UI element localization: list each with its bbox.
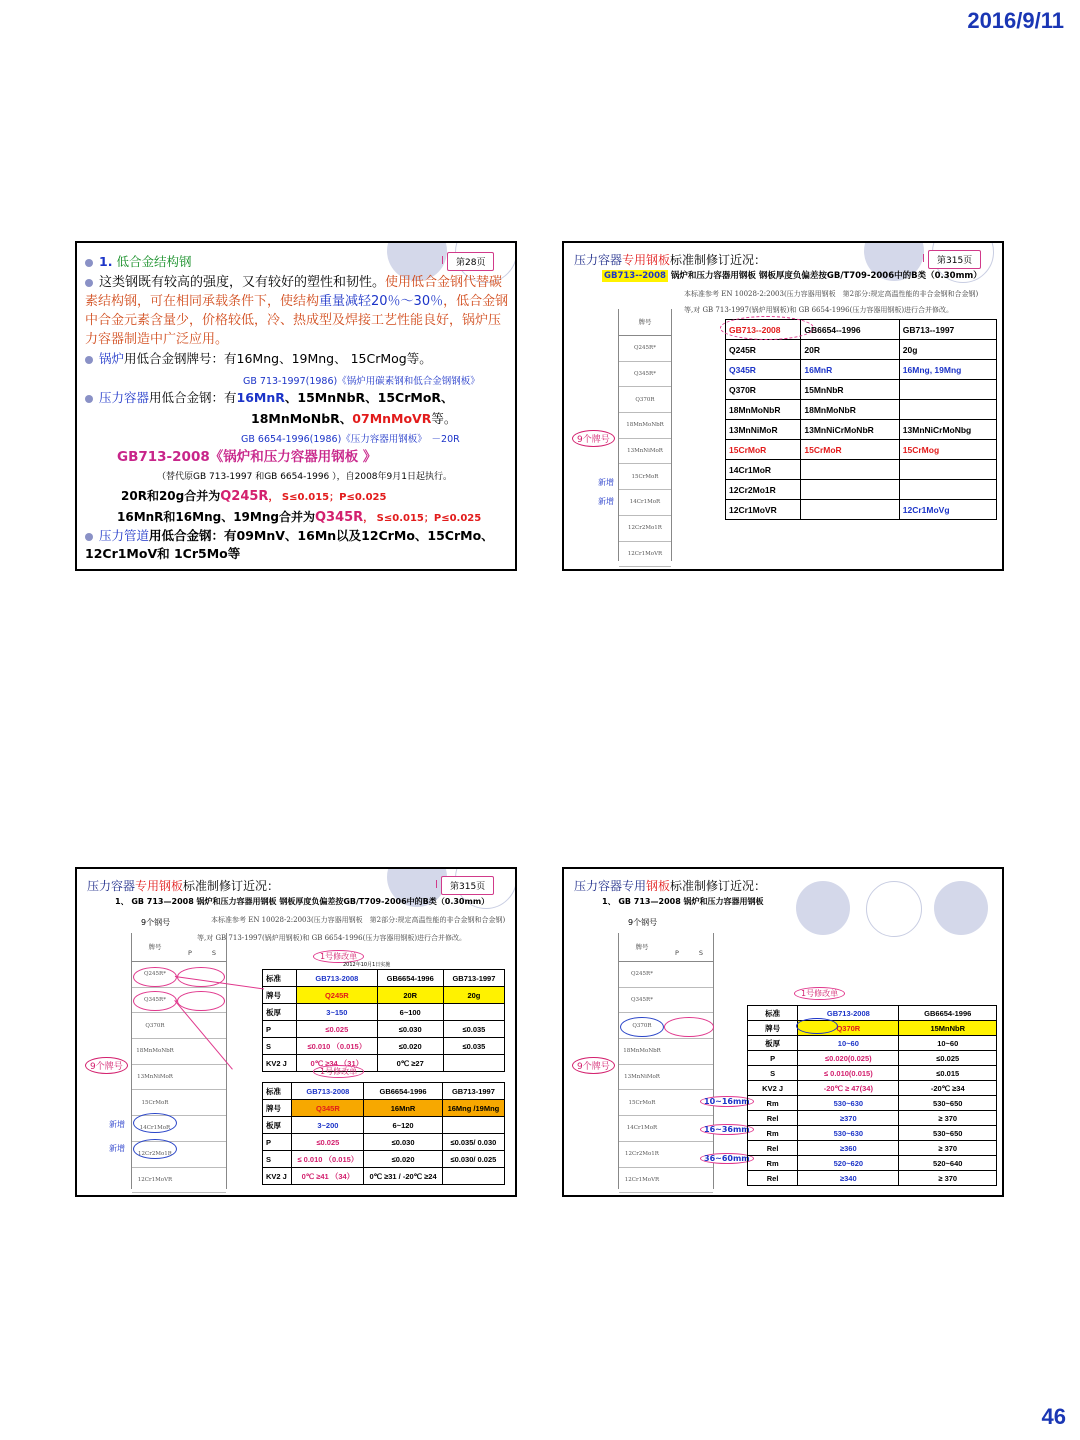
highlight-ellipse <box>796 1018 838 1034</box>
table-row <box>748 1171 997 1186</box>
table-cell: 20R <box>377 987 443 1004</box>
table-cell: 14Cr1MoR <box>726 460 801 480</box>
scanned-grade-column <box>618 309 672 561</box>
highlight-ellipse <box>133 1113 177 1133</box>
table-cell: 牌号 <box>263 987 297 1004</box>
table-cell <box>443 1004 504 1021</box>
q245r-table <box>262 969 505 1072</box>
table-cell: 13MnNiMoR <box>726 420 801 440</box>
standard-subtitle: 1、 GB 713—2008 锅炉和压力容器用钢板 <box>602 897 764 906</box>
table-cell: GB6654-1996 <box>377 970 443 987</box>
bullet-icon <box>85 356 93 364</box>
table-cell: ≤0.035/ 0.030 <box>442 1134 504 1151</box>
slide-title: 压力容器专用钢板标准制修订近况： <box>574 253 767 267</box>
vessel-steels-line2: 18MnMoNbR、07MnMoVR等。 <box>251 411 457 426</box>
table-cell: ≤0.025 <box>297 1021 377 1038</box>
new-label: 新增 <box>109 1144 125 1153</box>
table-cell: ≤ 0.010(0.015) <box>798 1066 899 1081</box>
scan-grade: Q370R <box>632 1022 652 1029</box>
deco-circle <box>796 881 850 935</box>
table-cell <box>443 1055 504 1072</box>
table-cell: ≤0.025 <box>899 1051 997 1066</box>
table-cell: S <box>263 1038 297 1055</box>
scan-row <box>619 387 671 413</box>
table-cell: 12Cr1MoVR <box>726 500 801 520</box>
standard-subtitle: 1、 GB 713—2008 锅炉和压力容器用钢板 钢板厚度负偏差按GB/T709-2006中的B类（0.30mm） <box>115 897 490 906</box>
highlight-ellipse <box>177 991 225 1011</box>
thickness-range-label: 36~60mm <box>700 1153 754 1164</box>
page-ref-tag: 第28页 <box>447 252 494 271</box>
nine-grades-label: 9个牌号 <box>572 1057 615 1074</box>
scan-grade: Q245R* <box>631 971 653 978</box>
scan-grade: 12Cr1MoVR <box>137 1176 173 1183</box>
new-label: 新增 <box>598 478 614 487</box>
table-cell: 20R <box>801 340 899 360</box>
scan-row <box>619 1039 713 1065</box>
scan-grade: 13MnNiMoR <box>137 1074 173 1081</box>
nine-grades-label: 9个牌号 <box>85 1057 128 1074</box>
table-cell: 13MnNiCrMoNbR <box>801 420 899 440</box>
table-cell: Rel <box>748 1171 798 1186</box>
table-cell: GB6654-1996 <box>899 1006 997 1021</box>
merge-note-2: 16MnR和16Mng、19Mng合并为Q345R， S≤0.015；P≤0.025 <box>117 510 482 525</box>
table-cell: 6~100 <box>377 1004 443 1021</box>
table-row <box>748 1096 997 1111</box>
scan-grade: 15CrMoR <box>141 1099 169 1106</box>
table-row <box>748 1111 997 1126</box>
scan-header: 牌号 <box>619 309 671 336</box>
table-cell <box>801 460 899 480</box>
scan-grade: 14Cr1MoR <box>626 1125 658 1132</box>
grade-comparison-table <box>725 319 997 520</box>
page-ref-tag: 第315页 <box>441 876 494 895</box>
table-row <box>726 480 997 500</box>
scan-header: 牌号 P S <box>619 933 713 962</box>
new-label: 新增 <box>109 1120 125 1129</box>
scan-grade: 18MnMoNbR <box>626 422 664 429</box>
scan-row <box>619 1065 713 1091</box>
scan-row <box>619 988 713 1014</box>
table-row <box>263 970 505 987</box>
scan-row <box>132 1013 226 1039</box>
table-cell: 18MnMoNbR <box>726 400 801 420</box>
table-cell: S <box>263 1151 292 1168</box>
table-cell: ≤0.030 <box>377 1021 443 1038</box>
bullet-description: 这类钢既有较高的强度，又有较好的塑性和韧性。使用低合金钢代替碳素结构钢，可在相同承载条件下，使结构重量减轻20％～30％，低合金钢中合金元素含量少，价格较低，冷、热成型及焊接工艺性能良好，锅炉压力容器制造中广泛应用。 <box>85 275 509 347</box>
table-cell: -20℃ ≥34 <box>899 1081 997 1096</box>
table-cell: 16Mng /19Mng <box>442 1100 504 1117</box>
table-cell: 530~650 <box>899 1126 997 1141</box>
slide-4 <box>562 867 1004 1197</box>
table-cell: 15CrMog <box>899 440 996 460</box>
scan-note-2: 等,对 GB 713-1997(锅炉用钢板)和 GB 6654-1996(压力容器用钢板)进行合并修改。 <box>684 306 954 314</box>
scan-note-2: 等,对 GB 713-1997(锅炉用钢板)和 GB 6654-1996(压力容器用钢板)进行合并修改。 <box>197 934 467 942</box>
highlight-ellipse <box>664 1017 714 1037</box>
table-cell <box>801 480 899 500</box>
table-row <box>263 987 505 1004</box>
highlight-ellipse <box>133 967 177 987</box>
table-row <box>748 1126 997 1141</box>
scan-grade: Q345R* <box>634 371 656 378</box>
table-cell: 10~60 <box>899 1036 997 1051</box>
table-row <box>726 380 997 400</box>
scan-grade: Q370R <box>145 1022 165 1029</box>
deco-circle <box>934 881 988 935</box>
table-row <box>748 1051 997 1066</box>
table-row <box>263 1055 505 1072</box>
table-row <box>748 1006 997 1021</box>
replacement-note: （替代原GB 713-1997 和GB 6654-1996 ），自2008年9月1日起执行。 <box>157 472 452 482</box>
scan-grade: 12Cr1MoVR <box>627 550 663 557</box>
table-cell: Q370R <box>726 380 801 400</box>
table-cell: KV2 J <box>748 1081 798 1096</box>
bullet-icon <box>85 279 93 287</box>
table-cell: 0℃ ≥41 （34） <box>292 1168 364 1185</box>
table-row <box>748 1081 997 1096</box>
table-cell: KV2 J <box>263 1055 297 1072</box>
scanned-ps-table <box>618 933 714 1189</box>
bullet-vessel-steels: 压力容器用低合金钢：有16MnR、15MnNbR、15CrMoR、 <box>85 389 510 407</box>
table-cell: GB713-2008 <box>798 1006 899 1021</box>
table-cell: 15MnNbR <box>801 380 899 400</box>
table-cell: Rm <box>748 1156 798 1171</box>
bullet-icon <box>85 259 93 267</box>
standard-ref-1: GB 713-1997(1986)《锅炉用碳素钢和低合金钢钢板》 <box>243 376 480 387</box>
table-row <box>263 1117 505 1134</box>
standard-subtitle: GB713--2008 锅炉和压力容器用钢板 钢板厚度负偏差按GB/T709-2006中的B类（0.30mm） <box>604 271 982 281</box>
table-cell <box>899 400 996 420</box>
bullet-pipe-steels: 压力管道用低合金钢：有09MnV、16Mn以及12CrMo、15CrMo、 12Cr1MoV和 1Cr5Mo等 <box>85 528 494 561</box>
scan-row <box>619 362 671 388</box>
table-cell: 12Cr1MoVg <box>899 500 996 520</box>
table-cell: ≤0.035 <box>443 1021 504 1038</box>
amendment-label: 1号修改单 <box>313 1065 364 1078</box>
scan-grade: 14Cr1MoR <box>139 1125 171 1132</box>
table-cell: Rel <box>748 1141 798 1156</box>
table-cell: GB713-2008 <box>292 1083 364 1100</box>
table-row <box>263 1083 505 1100</box>
scan-grade: 13MnNiMoR <box>624 1074 660 1081</box>
table-cell: ≤0.020 <box>377 1038 443 1055</box>
table-cell: ≤0.025 <box>292 1134 364 1151</box>
scan-note-1: 本标准参考 EN 10028-2:2003(压力容器用钢板 第2部分:规定高温性能的非合金钢和合金钢) <box>211 916 506 924</box>
scan-grade: Q245R* <box>144 971 166 978</box>
table-row <box>726 440 997 460</box>
bullet-icon <box>85 395 93 403</box>
table-cell <box>801 500 899 520</box>
table-cell: ≥360 <box>798 1141 899 1156</box>
table-cell: 板厚 <box>263 1004 297 1021</box>
table-cell: 520~620 <box>798 1156 899 1171</box>
table-cell <box>442 1168 504 1185</box>
table-row <box>263 1151 505 1168</box>
scan-row <box>619 1090 713 1116</box>
thickness-range-label: 10~16mm <box>700 1096 754 1107</box>
table-cell: 0℃ ≥27 <box>377 1055 443 1072</box>
table-cell: 16MnR <box>364 1100 443 1117</box>
scan-grade: 12Cr2Mo1R <box>625 1151 659 1158</box>
slide-title: 压力容器专用钢板标准制修订近况： <box>574 879 767 893</box>
page-number: 46 <box>1041 1404 1066 1429</box>
table-cell: ≤0.020(0.025) <box>798 1051 899 1066</box>
table-cell: Q245R <box>726 340 801 360</box>
slide-3 <box>75 867 517 1197</box>
scan-grade: 15CrMoR <box>631 473 659 480</box>
table-row <box>726 400 997 420</box>
table-cell: 530~630 <box>798 1126 899 1141</box>
table-row <box>726 460 997 480</box>
table-header-cell: GB713--1997 <box>899 320 996 340</box>
table-cell: ≤0.020 <box>364 1151 443 1168</box>
scan-grade: 12Cr1MoVR <box>624 1176 660 1183</box>
table-cell: Q345R <box>726 360 801 380</box>
page-date: 2016/9/11 <box>967 8 1064 33</box>
bullet-icon <box>85 533 93 541</box>
table-cell: ≥370 <box>798 1111 899 1126</box>
highlight-ellipse <box>620 1017 664 1037</box>
table-cell: ≤ 0.010 （0.015） <box>292 1151 364 1168</box>
table-cell: S <box>748 1066 798 1081</box>
scan-grade: 14Cr1MoR <box>629 499 661 506</box>
table-cell: 18MnMoNbR <box>801 400 899 420</box>
table-cell: KV2 J <box>263 1168 292 1185</box>
nine-steels-label: 9个钢号 <box>141 918 171 927</box>
table-cell <box>899 380 996 400</box>
scan-row <box>619 1116 713 1142</box>
table-row <box>726 360 997 380</box>
nine-grades-label: 9个牌号 <box>572 430 615 447</box>
gb2008-title: GB713-2008《锅炉和压力容器用钢板 》 <box>117 449 377 465</box>
scan-note-1: 本标准参考 EN 10028-2:2003(压力容器用钢板 第2部分:规定高温性能的非合金钢和合金钢) <box>684 290 979 298</box>
table-cell: 牌号 <box>748 1021 798 1036</box>
table-cell: GB713-1997 <box>442 1083 504 1100</box>
table-row <box>726 340 997 360</box>
table-cell: Rm <box>748 1096 798 1111</box>
scan-header: 牌号 P S <box>132 933 226 962</box>
table-row <box>263 1004 505 1021</box>
scan-grade: 18MnMoNbR <box>623 1048 661 1055</box>
merge-note-1: 20R和20g合并为Q245R， S≤0.015；P≤0.025 <box>121 489 387 504</box>
scan-grade: 15CrMoR <box>628 1099 656 1106</box>
scan-grade: 13MnNiMoR <box>627 448 663 455</box>
table-cell: 板厚 <box>748 1036 798 1051</box>
table-row <box>263 1100 505 1117</box>
table-row <box>748 1021 997 1036</box>
scan-row <box>132 1039 226 1065</box>
scan-row <box>132 1090 226 1116</box>
highlight-ellipse <box>133 991 177 1011</box>
table-cell: 16Mng, 19Mng <box>899 360 996 380</box>
scan-row <box>619 490 671 516</box>
scan-row <box>132 1065 226 1091</box>
table-cell: Rel <box>748 1111 798 1126</box>
scan-grade: 12Cr2Mo1R <box>628 525 662 532</box>
table-header-cell: GB713--2008 <box>726 320 801 340</box>
slide-title: 压力容器专用钢板标准制修订近况： <box>87 879 280 893</box>
table-cell: ≤0.030 <box>364 1134 443 1151</box>
table-cell: ≥ 370 <box>899 1171 997 1186</box>
amendment-label: 1号修改单 <box>313 950 364 963</box>
table-cell: ≥340 <box>798 1171 899 1186</box>
table-cell: 牌号 <box>263 1100 292 1117</box>
table-cell: GB713-1997 <box>443 970 504 987</box>
scan-grade: Q345R* <box>631 997 653 1004</box>
standard-ref-2: GB 6654-1996(1986)《压力容器用钢板》 －20R <box>241 434 460 445</box>
page-ref-tag: 第315页 <box>928 250 981 269</box>
table-cell: 3~200 <box>292 1117 364 1134</box>
table-cell: 20g <box>899 340 996 360</box>
deco-circle <box>866 881 922 937</box>
table-row <box>263 1168 505 1185</box>
thickness-range-label: 16~36mm <box>700 1124 754 1135</box>
bullet-boiler-steels: 锅炉用低合金钢牌号：有16Mng、19Mng、 15CrMog等。 <box>85 350 510 368</box>
table-cell: -20℃ ≥ 47(34) <box>798 1081 899 1096</box>
table-row <box>748 1156 997 1171</box>
table-row <box>263 1038 505 1055</box>
q370r-table <box>747 1005 997 1186</box>
table-row <box>263 1134 505 1151</box>
table-row <box>748 1141 997 1156</box>
scan-row <box>619 413 671 439</box>
table-cell: 520~640 <box>899 1156 997 1171</box>
scan-row <box>132 1168 226 1194</box>
table-row <box>726 420 997 440</box>
table-cell: 12Cr2Mo1R <box>726 480 801 500</box>
table-cell: GB6654-1996 <box>364 1083 443 1100</box>
table-cell: 15MnNbR <box>899 1021 997 1036</box>
table-cell: 标准 <box>263 1083 292 1100</box>
table-cell: Q345R <box>292 1100 364 1117</box>
table-row <box>263 1021 505 1038</box>
table-cell: ≤0.030/ 0.025 <box>442 1151 504 1168</box>
table-cell <box>899 480 996 500</box>
q345r-table <box>262 1082 505 1185</box>
table-cell: ≥ 370 <box>899 1141 997 1156</box>
scan-row <box>619 516 671 542</box>
scan-row <box>619 336 671 362</box>
table-row <box>748 1066 997 1081</box>
scan-row <box>619 542 671 568</box>
table-cell: Q245R <box>297 987 377 1004</box>
table-cell: ≤0.015 <box>899 1066 997 1081</box>
scan-row <box>619 1168 713 1194</box>
table-cell <box>899 460 996 480</box>
table-cell: 530~630 <box>798 1096 899 1111</box>
table-cell: 530~650 <box>899 1096 997 1111</box>
table-cell: 6~120 <box>364 1117 443 1134</box>
scan-grade: 12Cr2Mo1R <box>138 1151 172 1158</box>
table-cell: Rm <box>748 1126 798 1141</box>
table-cell: 15CrMoR <box>726 440 801 460</box>
table-cell: 20g <box>443 987 504 1004</box>
table-cell: GB713-2008 <box>297 970 377 987</box>
table-cell: P <box>263 1134 292 1151</box>
table-cell <box>442 1117 504 1134</box>
table-cell: 标准 <box>263 970 297 987</box>
bullet-low-alloy-title: 1. 低合金结构钢 <box>85 253 510 271</box>
table-cell: 16MnR <box>801 360 899 380</box>
table-cell: ≥ 370 <box>899 1111 997 1126</box>
amendment-label: 1号修改单 <box>794 987 845 1000</box>
table-row <box>748 1036 997 1051</box>
table-cell: 标准 <box>748 1006 798 1021</box>
table-cell: ≤0.035 <box>443 1038 504 1055</box>
table-cell: 3~150 <box>297 1004 377 1021</box>
nine-steels-label: 9个钢号 <box>628 918 658 927</box>
table-cell: 13MnNiCrMoNbg <box>899 420 996 440</box>
table-cell: 0℃ ≥31 / -20℃ ≥24 <box>364 1168 443 1185</box>
scan-row <box>619 439 671 465</box>
scan-row <box>619 464 671 490</box>
table-cell: P <box>263 1021 297 1038</box>
slide-2 <box>562 241 1004 571</box>
table-cell: ≤0.010 （0.015） <box>297 1038 377 1055</box>
highlight-ellipse <box>133 1139 177 1159</box>
scan-row <box>619 1142 713 1168</box>
scan-row <box>619 962 713 988</box>
table-cell: 15CrMoR <box>801 440 899 460</box>
scan-grade: Q345R* <box>144 997 166 1004</box>
table-header-cell: GB6654--1996 <box>801 320 899 340</box>
table-cell: Q370R <box>798 1021 899 1036</box>
new-label: 新增 <box>598 497 614 506</box>
scan-grade: Q370R <box>635 396 655 403</box>
scan-grade: Q245R* <box>634 345 656 352</box>
amendment-date: 2012年10月1日实施 <box>343 962 391 968</box>
table-cell: 板厚 <box>263 1117 292 1134</box>
highlight-ellipse <box>720 316 814 340</box>
table-cell: P <box>748 1051 798 1066</box>
slide-1 <box>75 241 517 571</box>
table-cell: 0℃ ≥34 （31） <box>297 1055 377 1072</box>
scan-grade: 18MnMoNbR <box>136 1048 174 1055</box>
table-cell: 10~60 <box>798 1036 899 1051</box>
table-row <box>726 500 997 520</box>
